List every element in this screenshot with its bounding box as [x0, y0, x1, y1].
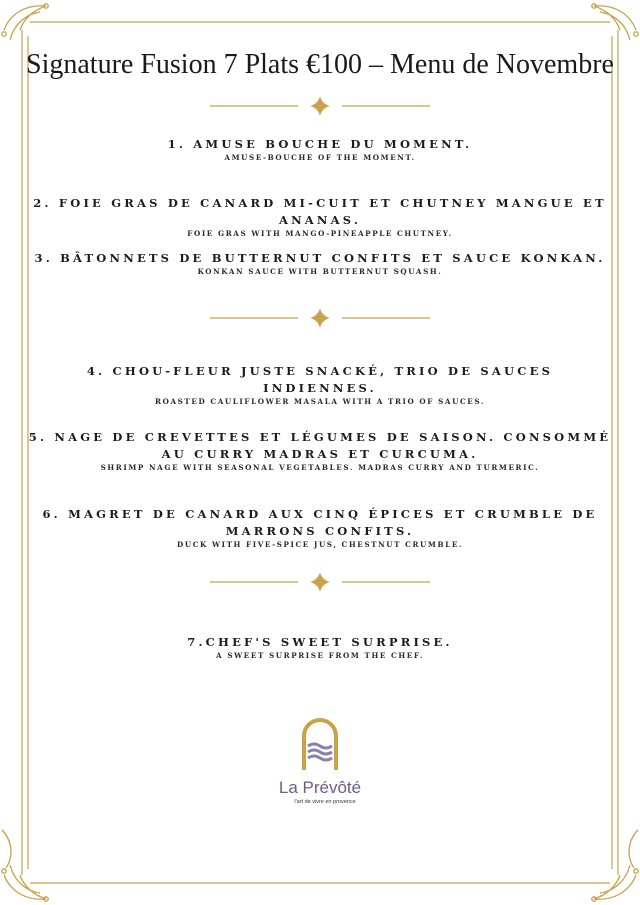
dish-7-english: A SWEET SURPRISE FROM THE CHEF.	[216, 651, 424, 660]
dish-1-english: AMUSE-BOUCHE OF THE MOMENT.	[224, 153, 416, 162]
menu-title: Signature Fusion 7 Plats €100 – Menu de Novembre	[26, 49, 614, 80]
dish-3-english: KONKAN SAUCE WITH BUTTERNUT SQUASH.	[197, 267, 443, 276]
sparkle-divider-icon	[210, 570, 430, 594]
dish-4-english: ROASTED CAULIFLOWER MASALA WITH A TRIO OF SAUCES.	[155, 397, 485, 406]
dish-6	[28, 506, 612, 550]
corner-ornament-top-right	[592, 4, 638, 40]
sparkle-divider-icon	[210, 306, 430, 330]
gold-divider	[0, 94, 640, 118]
corner-ornament-bottom-right	[592, 830, 638, 901]
gold-divider	[0, 570, 640, 594]
dish-3-french: 3. BÂTONNETS DE BUTTERNUT CONFITS ET SAUCE KONKAN.	[34, 251, 606, 265]
dish-7-french: 7.CHEF'S SWEET SURPRISE.	[187, 635, 453, 649]
logo-name: La Prévôté	[278, 778, 362, 797]
dish-5	[28, 429, 612, 473]
arch-waves-logo-icon	[300, 716, 340, 772]
dish-2-french: 2. FOIE GRAS DE CANARD MI-CUIT ET CHUTNEY MANGUE ET ANANAS.	[33, 196, 607, 227]
dish-6-french: 6. MAGRET DE CANARD AUX CINQ ÉPICES ET CRUMBLE DE MARRONS CONFITS.	[42, 507, 598, 538]
dish-5-english: SHRIMP NAGE WITH SEASONAL VEGETABLES. MADRAS CURRY AND TURMERIC.	[100, 463, 540, 472]
dish-4-french: 4. CHOU-FLEUR JUSTE SNACKÉ, TRIO DE SAUCES INDIENNES.	[86, 364, 554, 395]
dish-3	[28, 250, 612, 277]
restaurant-logo	[0, 716, 640, 806]
gold-divider	[0, 306, 640, 330]
dish-5-french: 5. NAGE DE CREVETTES ET LÉGUMES DE SAISON. CONSOMMÉ AU CURRY MADRAS ET CURCUMA.	[28, 430, 612, 461]
corner-ornament-bottom-left	[2, 830, 48, 901]
dish-2-english: FOIE GRAS WITH MANGO-PINEAPPLE CHUTNEY.	[187, 229, 453, 238]
sparkle-divider-icon	[210, 94, 430, 118]
dish-6-english: DUCK WITH FIVE-SPICE JUS, CHESTNUT CRUMBLE.	[177, 540, 463, 549]
corner-ornament-top-left	[2, 4, 48, 40]
dish-1-french: 1. AMUSE BOUCHE DU MOMENT.	[167, 137, 473, 151]
dish-4	[28, 363, 612, 407]
logo-tagline: l'art de vivre en provence	[294, 799, 356, 805]
dish-2	[28, 195, 612, 239]
dish-7	[28, 634, 612, 661]
dish-1	[28, 136, 612, 163]
